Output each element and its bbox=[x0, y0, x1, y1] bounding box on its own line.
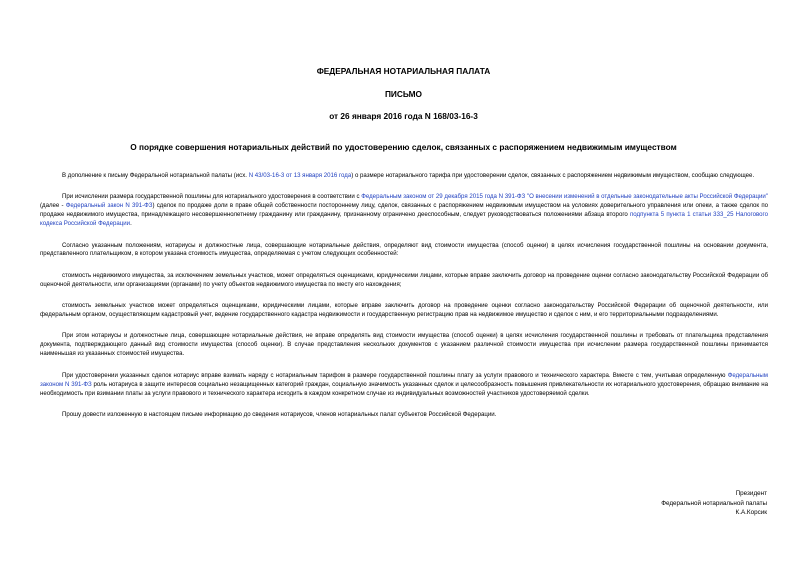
signature-block bbox=[661, 489, 767, 518]
link-tax-code-article[interactable]: подпункта 5 пункта 1 статьи 333_25 Налогового кодекса Российской Федерации bbox=[40, 211, 768, 228]
paragraph-text: . bbox=[130, 220, 132, 228]
paragraph-text: ) о размере нотариального тарифа при удостоверении сделок, связанных с распоряжением недвижимым имуществом, сообщаю следующее. bbox=[351, 172, 755, 179]
paragraph-8: Прошу довести изложенную в настоящем письме информацию до сведения нотариусов, членов нотариальных палат субъектов Российской Федерации. bbox=[62, 410, 497, 418]
paragraph-text: роль нотариуса в защите интересов социально незащищенных категорий граждан, социальную значимость указанных сделок и целесообразность повышения привлекательности их нотариального удостоверения, обращаю внимание на необходимость при взимании платы за услуги правового и технического характера исходить в каждом конкретном случае из индивидуальных возможностей участников удостоверяемой сделки. bbox=[40, 380, 768, 397]
paragraph-text: (далее - bbox=[40, 202, 64, 210]
paragraph-6: При этом нотариусы и должностные лица, совершающие нотариальные действия, не вправе определять вид стоимости имущества (способ оценки) в целях исчисления государственной пошлины и требовать от плательщика представления документа, подтверждающего данный вид стоимости имущества (способ оценки). В случае представления нескольких документов с указанием различной стоимости имущества при исчислении размера государственной пошлины принимается наименьшая из указанных стоимостей имущества. bbox=[40, 332, 768, 358]
paragraph-3: Согласно указанным положениям, нотариусы и должностные лица, совершающие нотариальные действия, определяют вид стоимости имущества (способ оценки) в целях исчисления государственной пошлины на основании документа, представленного плательщиком, в котором указана стоимость имущества, определяемая с учетом следующих особенностей: bbox=[40, 241, 768, 258]
paragraph-4: стоимость недвижимого имущества, за исключением земельных участков, может определяться оценщиками, юридическими лицами, которые вправе заключить договор на проведение оценки согласно законодательству Российской Федерации об оценочной деятельности, или организациями (органами) по учету объектов недвижимого имущества по месту его нахождения; bbox=[40, 271, 768, 288]
signature-name: К.А.Корсик bbox=[735, 509, 767, 517]
paragraph-2 bbox=[40, 193, 768, 229]
paragraph-text: При удостоверении указанных сделок нотариус вправе взимать наряду с нотариальным тарифом в размере государственной пошлины плату за услуги правового и технического характера. Вместе с тем, учитывая определенную bbox=[62, 371, 726, 379]
document-type: ПИСЬМО bbox=[384, 89, 423, 99]
document-body bbox=[40, 172, 768, 432]
link-federal-law-391-full[interactable]: Федеральным законом от 29 декабря 2015 года N 391-ФЗ "О внесении изменений в отдельные законодательные акты Российской Федерации" bbox=[361, 193, 768, 201]
link-federal-law-391[interactable]: Федеральный закон N 391-ФЗ bbox=[65, 202, 153, 210]
document-date: от 26 января 2016 года N 168/03-16-3 bbox=[329, 111, 478, 121]
link-letter-43[interactable]: N 43/03-16-3 от 13 января 2016 года bbox=[248, 172, 352, 179]
paragraph-5: стоимость земельных участков может определяться оценщиками, юридическими лицами, которые вправе заключить договор на проведение оценки согласно законодательству Российской Федерации об оценочной деятельности, или федеральным органом, осуществляющим кадастровый учет, ведение государственного кадастра недвижимости и государственную регистрацию прав на недвижимое имущество и сделок с ним, и его территориальными подразделениями. bbox=[40, 302, 768, 319]
paragraph-text: В дополнение к письму Федеральной нотариальной палаты (исх. bbox=[62, 172, 247, 179]
document-subject: О порядке совершения нотариальных действий по удостоверению сделок, связанных с распоряжением недвижимым имуществом bbox=[130, 142, 677, 152]
paragraph-1 bbox=[40, 172, 768, 181]
paragraph-7 bbox=[40, 372, 768, 399]
signature-organization: Федеральной нотариальной палаты bbox=[661, 499, 767, 507]
organization-title: ФЕДЕРАЛЬНАЯ НОТАРИАЛЬНАЯ ПАЛАТА bbox=[316, 66, 491, 76]
paragraph-text: При исчислении размера государственной пошлины для нотариального удостоверения в соответствии с bbox=[62, 193, 360, 201]
link-federal-law-391-p7[interactable]: Федеральным законом N 391-ФЗ bbox=[40, 371, 768, 388]
paragraph-text: ) сделок по продаже доли в праве общей собственности постороннему лицу, сделок, связанных с распоряжением недвижимым имуществом на условиях доверительного управления или опеки, а также сделок по продаже недвижимого имущества, принадлежащего несовершеннолетнему гражданину или гражданину, признанному ограничено дееспособным, следует руководствоваться положениями абзаца второго bbox=[40, 202, 769, 219]
signature-position: Президент bbox=[735, 490, 767, 497]
